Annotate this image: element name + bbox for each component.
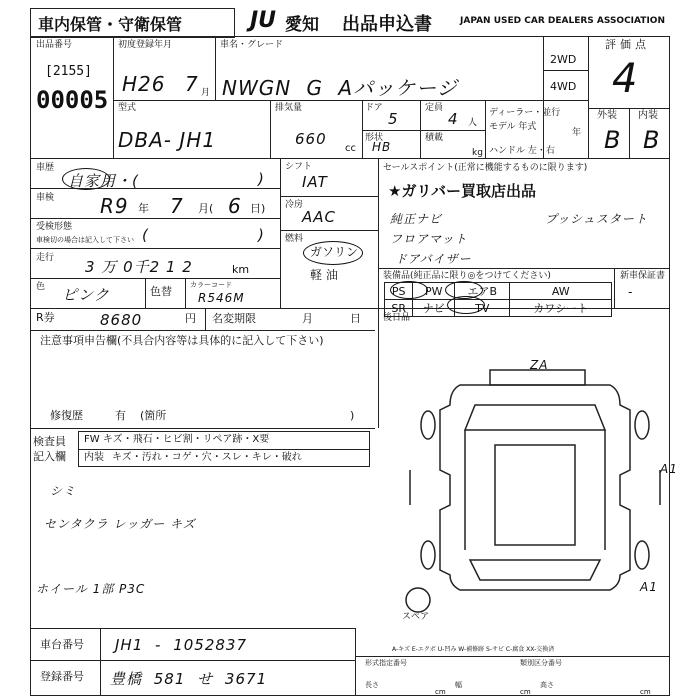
form-title: 出品申込書 [342, 14, 432, 35]
inspection-day-unit: 日) [250, 202, 266, 215]
registration-number: 豊橋 581 せ 3671 [110, 670, 268, 688]
inspection-year: R9 [100, 194, 129, 218]
model-code-label: 型式 [118, 103, 137, 113]
registration-label: 登録番号 [40, 670, 84, 683]
row-divider [30, 158, 670, 159]
row-divider [30, 278, 280, 279]
body-shape: HB [372, 140, 392, 154]
col-divider [378, 158, 379, 308]
shape-code-label-5: 高さ [540, 681, 554, 689]
color-code-label: カラーコード [190, 281, 232, 289]
inspection-form-close: ) [258, 226, 265, 244]
lot-number: 00005 [36, 86, 109, 114]
exterior-grade: B [604, 126, 622, 154]
chassis-label: 車台番号 [40, 638, 84, 651]
diagram-annotation-2: A1 [660, 462, 678, 476]
rating-label: 評価点 [605, 38, 650, 51]
equip-ps: PS [385, 283, 413, 300]
model-year-label: モデル 年式 [489, 122, 537, 132]
shape-code-unit-3: cm [640, 688, 651, 696]
equip-airbag: エアB [455, 283, 510, 300]
name-change-label: 名変期限 [212, 312, 256, 325]
col-divider [215, 36, 216, 100]
first-registration-month: 7 [185, 72, 199, 96]
row-divider [30, 218, 280, 219]
name-change-month: 月 [302, 312, 313, 325]
inspection-month-unit: 月( [198, 202, 214, 215]
inspection-month: 7 [170, 194, 184, 218]
equip-navi: ナビ [413, 300, 455, 317]
row-divider [30, 330, 375, 331]
col-divider [614, 268, 615, 308]
org-name: 愛知 [285, 15, 319, 35]
shift: IAT [302, 173, 328, 191]
diagram-annotation-3: A1 [640, 580, 658, 594]
inspector-label: 検査員 [33, 435, 66, 448]
color: ピンク [62, 286, 110, 304]
selling-points-label: セールスポイント(正常に機能するものに限ります) [383, 163, 588, 173]
history-close: ) [258, 170, 265, 188]
load-unit: kg [472, 148, 483, 158]
inspection-year-unit: 年 [138, 202, 149, 215]
col-divider [485, 100, 486, 158]
mileage-label: 走行 [36, 253, 55, 263]
history-label: 車歴 [36, 163, 55, 173]
notes-label: 注意事項申告欄(不具合内容等は具体的に記入して下さい) [40, 334, 324, 347]
year-unit: 年 [572, 128, 582, 138]
repair-history-value: 有 [115, 409, 126, 422]
equip-pw: PW [413, 283, 455, 300]
lot-label: 出品番号 [36, 40, 73, 50]
col-divider [420, 100, 421, 158]
handwritten-note-2: センタクラ レッガー キズ [44, 517, 196, 531]
first-registration-year: H26 [122, 72, 166, 96]
equipment-label: 装備品(純正品に限り◎をつけてください) [383, 271, 551, 281]
ac-label: 冷房 [285, 200, 304, 210]
selling-point-1: 純正ナビ [390, 212, 443, 226]
storage-note: 車内保管・守衛保管 [38, 15, 183, 34]
history-circle [62, 168, 110, 190]
row-divider [280, 230, 378, 231]
fuel-gasoline: ガソリン [310, 245, 359, 259]
capacity: 4 [448, 110, 459, 128]
model-grade: NWGN G Aパッケージ [222, 76, 458, 100]
repair-history-label: 修復歴 [50, 409, 83, 422]
fuel-label: 燃料 [285, 234, 304, 244]
history: 自家用・( [68, 172, 139, 190]
row-divider [378, 268, 670, 269]
equip-tv: TV [455, 300, 510, 317]
shape-code-label-2: 類別区分番号 [520, 659, 562, 667]
row-divider [78, 449, 370, 450]
col-divider [362, 100, 363, 158]
handle-label: ハンドル 左・右 [489, 146, 555, 156]
shape-code-label-4: 幅 [455, 681, 462, 689]
row-divider [30, 660, 355, 661]
col-divider [629, 108, 630, 158]
inspection-form-note: 車検切の場合は記入して下さい [36, 236, 134, 244]
drive-4wd: 4WD [550, 80, 577, 93]
shift-label: シフト [285, 162, 313, 172]
lot-sub-number: [2155] [45, 64, 92, 79]
col-divider [280, 158, 281, 308]
col-divider [185, 278, 186, 308]
row-divider [280, 196, 378, 197]
diagram-annotation-1: ZA [530, 358, 549, 372]
equip-leather: カワシート [510, 300, 612, 317]
rear-seat-label: 後日品 [383, 313, 411, 323]
name-change-day: 日 [350, 312, 361, 325]
fw-line: FW キズ・飛石・ヒビ割・リペア跡・X要 [84, 434, 270, 445]
selling-point-2: プッシュスタート [545, 212, 648, 226]
displacement: 660 [295, 130, 327, 148]
ju-logo: JU [250, 8, 277, 33]
selling-point-4: ドアバイザー [395, 252, 472, 266]
row-divider [30, 628, 355, 629]
repair-place: (箇所 [140, 409, 167, 422]
displacement-label: 排気量 [275, 103, 303, 113]
model-code: DBA- JH1 [118, 128, 217, 152]
color-label: 色 [36, 282, 46, 292]
equip-aw: AW [510, 283, 612, 300]
shape-code-label-1: 形式指定番号 [365, 659, 407, 667]
inspection-form-open: ( [142, 226, 149, 244]
dealer-label: ディーラー・並行 [489, 108, 561, 118]
fuel-diesel: 軽 油 [310, 268, 338, 282]
row-divider [30, 428, 375, 429]
col-divider [113, 36, 114, 158]
chassis-number: JH1 - 1052837 [115, 636, 247, 654]
color-code: R546M [198, 291, 245, 305]
handwritten-note-1: シミ [50, 484, 77, 498]
first-registration-label: 初度登録年月 [118, 40, 173, 50]
interior-line: キズ・汚れ・コゲ・穴・スレ・キレ・破れ [112, 452, 302, 463]
equip-navi-circle [447, 296, 485, 314]
recycle-unit: 円 [185, 312, 196, 325]
inspection-day: 6 [228, 194, 242, 218]
rating-score: 4 [612, 56, 639, 102]
selling-point-3: フロアマット [390, 232, 468, 246]
row-divider [30, 248, 280, 249]
col-divider [378, 308, 379, 428]
model-grade-label: 車名・グレード [220, 40, 284, 50]
recycle-fee: 8680 [100, 311, 143, 329]
warranty-label: 新車保証書 [620, 271, 666, 281]
shape-code-unit-2: cm [520, 688, 531, 696]
fuel-circle [303, 241, 363, 265]
damage-legend: A-キズ E-エクボ U-凹み W-補修跡 S-サビ C-腐食 XX-交換済 [392, 646, 555, 653]
load-label: 積載 [425, 133, 444, 143]
mileage: 3 万 0千2 1 2 [85, 258, 193, 276]
inspection-form-label: 受検形態 [36, 222, 73, 232]
displacement-unit: cc [345, 143, 356, 154]
drive-2wd: 2WD [550, 53, 577, 66]
handwritten-note-3: ホイール 1部 P3C [36, 582, 146, 596]
body-shape-label: 形状 [365, 133, 384, 143]
repair-close: ) [350, 409, 355, 422]
col-divider [270, 100, 271, 158]
first-registration-month-unit: 月 [201, 88, 211, 98]
capacity-unit: 人 [468, 118, 478, 128]
color-change-label: 色替 [150, 285, 172, 298]
capacity-label: 定員 [425, 103, 444, 113]
inspector-label-2: 記入欄 [33, 450, 66, 463]
mileage-unit: km [232, 263, 250, 276]
interior-tag: 内装 [84, 452, 104, 463]
col-divider [145, 278, 146, 308]
doors-label: ドア [365, 103, 383, 113]
recycle-label: R券 [36, 311, 55, 324]
interior-grade: B [643, 126, 661, 154]
warranty: - [628, 285, 634, 299]
col-divider [205, 308, 206, 330]
col-divider [588, 36, 589, 158]
inspection-label: 車検 [36, 193, 55, 203]
row-divider [362, 130, 485, 131]
shape-code-unit-1: cm [435, 688, 446, 696]
selling-points-headline: ★ガリバー買取店出品 [388, 182, 536, 200]
col-divider [543, 36, 544, 158]
diagram-spare-label: スペア [402, 612, 430, 622]
interior-label: 内装 [638, 110, 658, 121]
doors: 5 [388, 110, 399, 128]
col-divider [100, 628, 101, 696]
row-divider [543, 70, 588, 71]
ac: AAC [302, 208, 336, 226]
association-name: JAPAN USED CAR DEALERS ASSOCIATION [460, 16, 665, 26]
equip-ps-circle [390, 281, 428, 299]
exterior-label: 外装 [597, 110, 617, 121]
car-damage-diagram [380, 330, 670, 630]
shape-code-label-3: 長さ [365, 681, 379, 689]
equip-sr: SR [385, 300, 413, 317]
